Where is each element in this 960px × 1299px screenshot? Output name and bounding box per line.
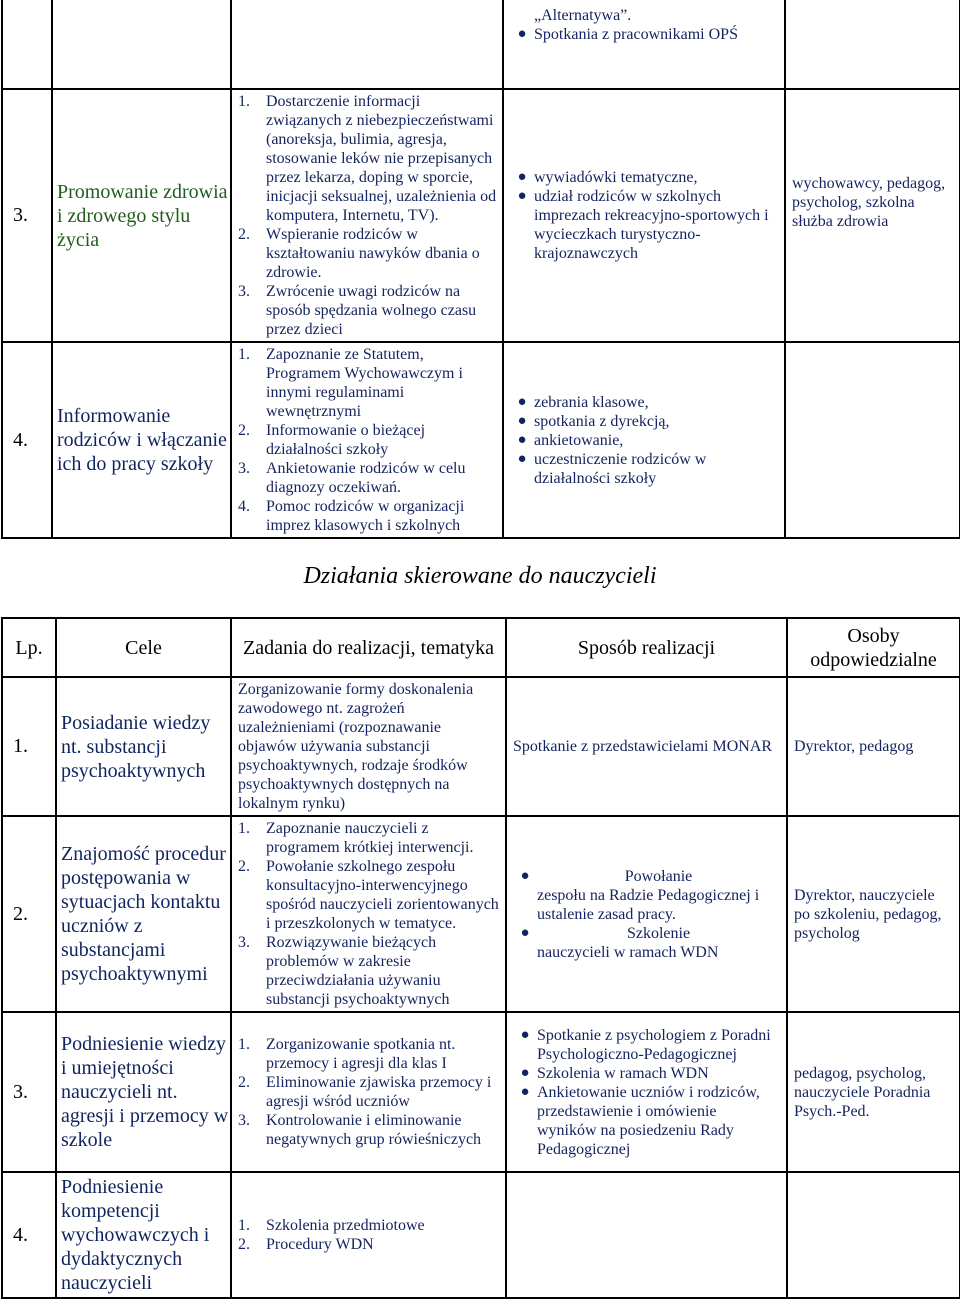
list-item: ● Szkolenia w ramach WDN [513, 1064, 780, 1083]
tasks-cell [231, 89, 503, 342]
row-number: 4. [2, 342, 52, 538]
methods-cell [506, 1012, 787, 1172]
table-row [2, 677, 960, 816]
row-number: 1. [2, 677, 56, 816]
list-item: ● Ankietowanie uczniów i rodziców, przedstawienie i omówienie wyników na posiedzeniu Rady Pedagogicznej [513, 1083, 780, 1159]
table-row [2, 342, 960, 538]
bullet-icon: ● [517, 412, 527, 429]
responsible-cell: pedagog, psycholog, nauczyciele Poradnia Psych.-Ped. [787, 1012, 960, 1172]
list-item: ● spotkania z dyrekcją, [510, 412, 778, 431]
row-number: 4. [2, 1172, 56, 1298]
row-number: 3. [2, 89, 52, 342]
header-cele: Cele [56, 618, 231, 677]
bullet-icon: ● [517, 431, 527, 448]
list-item: 1. Zapoznanie nauczycieli z programem krótkiej interwencji. [238, 820, 474, 856]
list-item: ● ankietowanie, [510, 431, 778, 450]
methods-cell [503, 89, 785, 342]
bullet-icon: ● [517, 169, 527, 185]
list-item: 1. Dostarczenie informacji związanych z niebezpieczeństwami (anoreksja, bulimia, agresja, stosowanie leków nie przepisanych przez lekarza, doping w sporcie, inicjacji seksualnej, uzależnienia od komputera, Internetu, TV). [238, 93, 497, 224]
goal-cell: Informowanie rodziców i włączanie ich do pracy szkoły [52, 342, 231, 538]
list-item: ● Szkolenie nauczycieli w ramach WDN [513, 924, 780, 962]
bullet-icon: ● [520, 924, 530, 941]
table-row [2, 89, 960, 342]
list-item: ● Spotkania z pracownikami OPŚ [510, 25, 778, 44]
tasks-cell [231, 1012, 506, 1172]
list-item: 2. Informowanie o bieżącej działalności szkoły [238, 422, 426, 458]
table-row [2, 1012, 960, 1172]
tasks-cell: Zorganizowanie formy doskonalenia zawodowego nt. zagrożeń uzależnieniami (rozpoznawanie objawów używania substancji psychoaktywnych, rodzaje środków psychoaktywnych dostępnych na lokalnym rynku) [231, 677, 506, 816]
tasks-cell [231, 816, 506, 1012]
continued-methods-cell [503, 0, 785, 89]
responsible-cell: Dyrektor, nauczyciele po szkoleniu, pedagog, psycholog [787, 816, 960, 1012]
list-item: ● wywiadówki tematyczne, [510, 168, 778, 187]
header-sposob: Sposób realizacji [506, 618, 787, 677]
methods-cell [506, 1172, 787, 1298]
table-header-row [2, 618, 960, 677]
bullet-icon: ● [517, 26, 527, 42]
responsible-cell: wychowawcy, pedagog, psycholog, szkolna służba zdrowia [785, 89, 960, 342]
bullet-icon: ● [520, 1083, 530, 1100]
list-item: 2. Wspieranie rodziców w kształtowaniu nawyków dbania o zdrowie. [238, 226, 480, 281]
list-item: 2. Procedury WDN [238, 1236, 374, 1253]
section-title: Działania skierowane do nauczycieli [303, 563, 657, 589]
bullet-icon: ● [520, 1064, 530, 1081]
list-item: 2. Powołanie szkolnego zespołu konsultacyjno-interwencyjnego spośród nauczycieli zorientowanych i przeszkolonych w tematyce. [238, 858, 499, 932]
bullet-icon: ● [517, 188, 527, 204]
list-item: ● uczestniczenie rodziców w działalności szkoły [510, 450, 778, 488]
methods-cell [503, 342, 785, 538]
list-item: 1. Szkolenia przedmiotowe [238, 1217, 425, 1234]
goal-cell: Znajomość procedur postępowania w sytuacjach kontaktu uczniów z substancjami psychoaktywnymi [56, 816, 231, 1012]
list-item: 3. Rozwiązywanie bieżących problemów w zakresie przeciwdziałania używaniu substancji psychoaktywnych [238, 934, 450, 1008]
responsible-cell [787, 1172, 960, 1298]
list-item: 3. Ankietowanie rodziców w celu diagnozy oczekiwań. [238, 460, 466, 496]
table-row [2, 0, 960, 89]
goal-cell: Posiadanie wiedzy nt. substancji psychoaktywnych [56, 677, 231, 816]
list-item: 4. Pomoc rodziców w organizacji imprez klasowych i szkolnych [238, 498, 465, 534]
teachers-actions-table [1, 617, 960, 1299]
goal-cell: Promowanie zdrowia i zdrowego stylu życia [52, 89, 231, 342]
header-zadania: Zadania do realizacji, tematyka [231, 618, 506, 677]
list-item: ● udział rodziców w szkolnych imprezach rekreacyjno-sportowych i wycieczkach turystyczno-krajoznawczych [510, 187, 778, 263]
row-number: 2. [2, 816, 56, 1012]
goal-cell: Podniesienie wiedzy i umiejętności nauczycieli nt. agresji i przemocy w szkole [56, 1012, 231, 1172]
list-item: ● Powołanie zespołu na Radzie Pedagogicznej i ustalenie zasad pracy. [513, 867, 780, 924]
goal-cell: Podniesienie kompetencji wychowawczych i dydaktycznych nauczycieli [56, 1172, 231, 1298]
bullet-icon: ● [520, 867, 530, 884]
bullet-icon: ● [517, 393, 527, 410]
responsible-cell [785, 342, 960, 538]
parents-actions-table [1, 0, 960, 539]
table-row [2, 816, 960, 1012]
list-item: 1. Zapoznanie ze Statutem, Programem Wychowawczym i innymi regulaminami wewnętrznymi [238, 346, 463, 420]
list-item: „Alternatywa”. [534, 7, 632, 24]
tasks-cell [231, 342, 503, 538]
header-osoby: Osoby odpowiedzialne [787, 618, 960, 677]
tasks-cell [231, 1172, 506, 1298]
list-item: 1. Zorganizowanie spotkania nt. przemocy i agresji dla klas I [238, 1036, 456, 1072]
bullet-icon: ● [520, 1026, 530, 1043]
responsible-cell: Dyrektor, pedagog [787, 677, 960, 816]
bullet-icon: ● [517, 450, 527, 467]
table-row [2, 1172, 960, 1298]
list-item: ● zebrania klasowe, [510, 393, 778, 412]
methods-cell: Spotkanie z przedstawicielami MONAR [506, 677, 787, 816]
list-item: 2. Eliminowanie zjawiska przemocy i agresji wśród uczniów [238, 1074, 492, 1110]
row-number: 3. [2, 1012, 56, 1172]
list-item: 3. Zwrócenie uwagi rodziców na sposób spędzania wolnego czasu przez dzieci [238, 283, 477, 338]
methods-cell [506, 816, 787, 1012]
list-item: ● Spotkanie z psychologiem z Poradni Psychologiczno-Pedagogicznej [513, 1026, 780, 1064]
header-lp: Lp. [2, 618, 56, 677]
list-item: 3. Kontrolowanie i eliminowanie negatywnych grup rówieśniczych [238, 1112, 482, 1148]
